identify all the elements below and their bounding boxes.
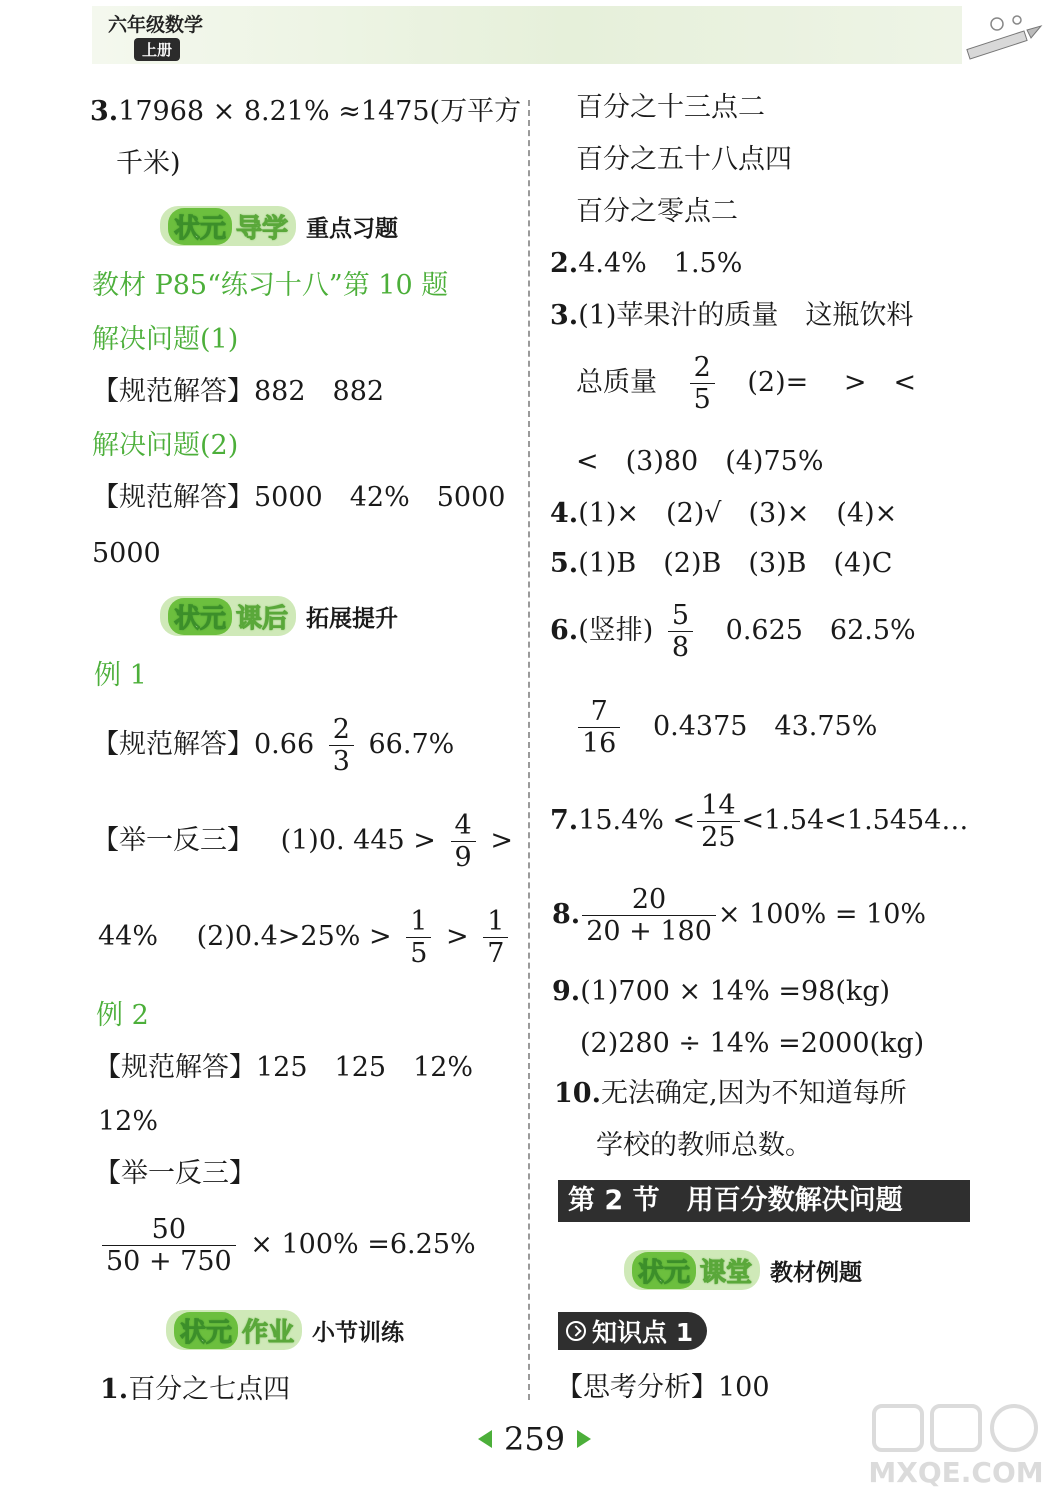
column-divider	[528, 100, 530, 1400]
example1-more-2	[98, 906, 514, 969]
pencil-books-icon	[957, 10, 1047, 62]
triangle-right-icon	[577, 1430, 591, 1448]
fraction-denominator: 25	[697, 821, 739, 853]
fraction	[668, 600, 693, 663]
fraction-denominator: 8	[668, 631, 693, 663]
q-text: 17968 × 8.21% ≈1475(万平方	[118, 96, 522, 127]
banner-ketang	[624, 1250, 862, 1290]
fraction-denominator: 50 + 750	[102, 1245, 236, 1277]
more-label: 【举一反三】	[92, 825, 254, 857]
fraction-numerator: 1	[410, 906, 428, 937]
chevron-right-circle-icon	[566, 1321, 586, 1341]
watermark-graphic-icon	[868, 1400, 1044, 1456]
q-number: 1.	[100, 1374, 129, 1405]
q7-tail: <1.54<1.5454…	[741, 805, 969, 837]
banner-brand: 状元	[174, 1312, 238, 1349]
q-text: (1)700 × 14% =98(kg)	[580, 976, 891, 1007]
textbook-ref: 教材 P85“练习十八”第 10 题	[92, 270, 449, 301]
problem-label: 解决问题(1)	[92, 324, 239, 355]
q-text: (1)苹果汁的质量 这瓶饮料	[578, 300, 914, 331]
banner-pill	[160, 206, 296, 246]
more-tail: >	[490, 825, 513, 857]
example1-answer	[92, 714, 454, 777]
page-header	[92, 6, 962, 64]
banner-sub: 拓展提升	[306, 605, 399, 632]
answer-tail: 66.7%	[368, 729, 455, 761]
more-a: 44%	[98, 921, 159, 953]
example2-formula	[96, 1214, 476, 1277]
fraction	[451, 810, 476, 873]
right-q6	[550, 600, 916, 663]
left-l1	[100, 1376, 290, 1403]
banner-kehou	[160, 596, 398, 636]
triangle-left-icon	[478, 1430, 492, 1448]
fraction-numerator: 20	[631, 884, 667, 915]
right-q2	[550, 250, 742, 277]
q-number: 10.	[554, 1078, 601, 1109]
book-title: 六年级数学	[108, 14, 204, 36]
right-q3-c: < (3)80 (4)75%	[576, 446, 824, 477]
example2-answer-2: 12%	[98, 1106, 159, 1137]
fraction-numerator: 2	[693, 352, 711, 383]
answer-line: 【规范解答】5000 42% 5000	[92, 482, 506, 513]
page-number	[478, 1420, 591, 1458]
right-q6-b	[572, 696, 877, 759]
left-q3-cont: 千米)	[116, 148, 181, 179]
volume-badge: 上册	[134, 38, 180, 61]
fraction-denominator: 7	[483, 937, 508, 969]
fraction-numerator: 14	[701, 790, 736, 821]
fraction-denominator: 16	[578, 727, 620, 759]
right-q8	[552, 884, 926, 947]
think-analysis: 【思考分析】100	[556, 1372, 770, 1403]
answer-label: 【规范解答】0.66	[92, 729, 315, 761]
right-q4	[550, 500, 897, 527]
q-text: 无法确定,因为不知道每所	[600, 1078, 907, 1109]
banner-kind: 课后	[236, 603, 289, 634]
banner-zuoye	[166, 1310, 404, 1350]
q6b-tail: 0.4375 43.75%	[652, 711, 878, 743]
banner-brand: 状元	[168, 598, 232, 635]
banner-kind: 课堂	[700, 1257, 753, 1288]
q7-pre: 15.4% <	[578, 805, 696, 837]
right-r3: 百分之零点二	[576, 196, 738, 227]
watermark-logo	[868, 1400, 1044, 1492]
q-number: 5.	[550, 548, 579, 579]
q3b-tail: (2)= > <	[747, 367, 917, 399]
q-number: 6.	[550, 615, 579, 647]
section-title: 第 2 节 用百分数解决问题	[558, 1180, 970, 1222]
banner-sub: 重点习题	[306, 215, 399, 242]
formula-tail: × 100% =6.25%	[250, 1229, 476, 1261]
q8-tail: × 100% = 10%	[717, 899, 927, 931]
q-text: 4.4% 1.5%	[578, 248, 743, 279]
right-q3	[550, 302, 913, 329]
q-text: 百分之七点四	[128, 1374, 291, 1405]
more-text: (1)0. 445 >	[280, 825, 436, 857]
q-number: 2.	[550, 248, 579, 279]
answer-line: 【规范解答】882 882	[92, 376, 385, 407]
right-q9	[552, 978, 890, 1005]
fraction-denominator: 5	[406, 937, 431, 969]
example-label: 例 2	[96, 1000, 149, 1031]
fraction-denominator: 3	[329, 745, 354, 777]
knowledge-point-badge	[558, 1312, 707, 1350]
right-q9-b: (2)280 ÷ 14% =2000(kg)	[580, 1028, 925, 1059]
fraction	[102, 1214, 236, 1277]
banner-pill	[166, 1310, 302, 1350]
fraction-numerator: 50	[151, 1214, 187, 1245]
banner-pill	[160, 596, 296, 636]
q6-tail: 0.625 62.5%	[725, 615, 916, 647]
fraction	[578, 696, 620, 759]
banner-sub: 小节训练	[312, 1319, 405, 1346]
answer-line: 5000	[92, 538, 161, 569]
q-number: 8.	[552, 899, 581, 931]
right-q10-b: 学校的教师总数。	[596, 1130, 812, 1161]
q-number: 4.	[550, 498, 579, 529]
fraction	[582, 884, 716, 947]
example1-more	[92, 810, 513, 873]
fraction-numerator: 2	[332, 714, 350, 745]
right-q10	[554, 1080, 907, 1107]
fraction-numerator: 7	[590, 696, 608, 727]
q-text: (1)× (2)√ (3)× (4)×	[578, 498, 898, 529]
right-r1: 百分之十三点二	[576, 92, 765, 123]
knowledge-point-label: 知识点 1	[592, 1318, 694, 1347]
fraction-numerator: 4	[454, 810, 472, 841]
fraction	[406, 906, 431, 969]
fraction-denominator: 20 + 180	[582, 915, 716, 947]
q6-text: (竖排)	[578, 615, 654, 647]
more-b: (2)0.4>25% >	[196, 921, 392, 953]
problem-label: 解决问题(2)	[92, 430, 239, 461]
banner-kind: 作业	[242, 1317, 295, 1348]
banner-daoxue	[160, 206, 398, 246]
left-q3	[90, 98, 521, 125]
right-r2: 百分之五十八点四	[576, 144, 792, 175]
q-number: 3.	[550, 300, 579, 331]
banner-sub: 教材例题	[770, 1259, 863, 1286]
q-number: 3.	[90, 96, 119, 127]
watermark-text: MXQE.COM	[868, 1456, 1044, 1489]
fraction-denominator: 9	[451, 841, 476, 873]
fraction-numerator: 5	[671, 600, 690, 631]
fraction	[690, 352, 715, 415]
example2-answer: 【规范解答】125 125 12%	[94, 1052, 474, 1083]
fraction-denominator: 5	[690, 383, 715, 415]
right-q5	[550, 550, 892, 577]
q-text: (1)B (2)B (3)B (4)C	[578, 548, 893, 579]
banner-pill	[624, 1250, 760, 1290]
banner-brand: 状元	[168, 208, 232, 245]
q-number: 7.	[550, 805, 579, 837]
right-q7	[550, 790, 968, 853]
example-label: 例 1	[94, 660, 147, 691]
q-number: 9.	[552, 976, 581, 1007]
fraction	[697, 790, 739, 853]
fraction-numerator: 1	[487, 906, 505, 937]
more-mid: >	[446, 921, 469, 953]
banner-kind: 导学	[236, 213, 289, 244]
banner-brand: 状元	[632, 1252, 696, 1289]
fraction	[483, 906, 508, 969]
example2-more: 【举一反三】	[94, 1158, 256, 1189]
page-number-text: 259	[504, 1420, 566, 1458]
fraction	[329, 714, 354, 777]
q3b-text: 总质量	[576, 367, 657, 399]
right-q3-b	[576, 352, 916, 415]
